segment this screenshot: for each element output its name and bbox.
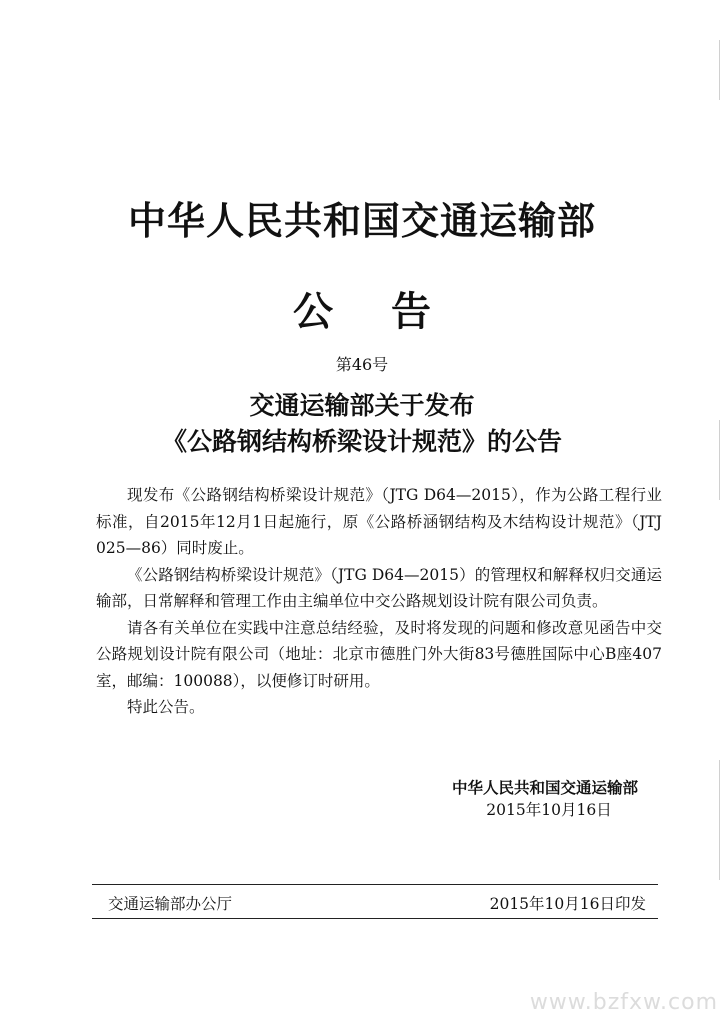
scan-edge-mark bbox=[719, 420, 720, 500]
scan-edge-mark bbox=[719, 40, 720, 100]
document-type: 公告 bbox=[293, 289, 489, 335]
footer-print-date: 2015年10月16日印发 bbox=[489, 895, 646, 913]
announcement-title-line-2: 《公路钢结构桥梁设计规范》的公告 bbox=[161, 427, 562, 456]
footer-top-rule bbox=[92, 884, 658, 885]
announcement-title-line-1: 交通运输部关于发布 bbox=[249, 391, 475, 420]
announcement-body bbox=[96, 482, 662, 721]
issuing-authority: 中华人民共和国交通运输部 bbox=[127, 199, 596, 243]
body-paragraph-1: 现发布《公路钢结构桥梁设计规范》（JTG D64—2015），作为公路工程行业标准，自2015年12月1日起施行，原《公路桥涵钢结构及木结构设计规范》（JTJ 025—86）同时废止。 bbox=[96, 486, 662, 557]
body-paragraph-4: 特此公告。 bbox=[127, 698, 205, 716]
signature-date: 2015年10月16日 bbox=[486, 801, 612, 819]
body-paragraph-2: 《公路钢结构桥梁设计规范》（JTG D64—2015）的管理权和解释权归交通运输部，日常解释和管理工作由主编单位中交公路规划设计院有限公司负责。 bbox=[96, 565, 662, 610]
site-watermark: www.bzfxw.com bbox=[529, 990, 718, 1015]
footer-office: 交通运输部办公厅 bbox=[108, 895, 233, 913]
scan-edge-mark bbox=[719, 760, 720, 880]
body-paragraph-3: 请各有关单位在实践中注意总结经验，及时将发现的问题和修改意见函告中交公路规划设计院有限公司（地址：北京市德胜门外大街83号德胜国际中心B座407室，邮编：100088），以便修订时研用。 bbox=[96, 618, 662, 690]
signature-organization: 中华人民共和国交通运输部 bbox=[451, 779, 638, 797]
announcement-number: 第46号 bbox=[335, 355, 389, 374]
footer-bottom-rule bbox=[92, 918, 658, 919]
